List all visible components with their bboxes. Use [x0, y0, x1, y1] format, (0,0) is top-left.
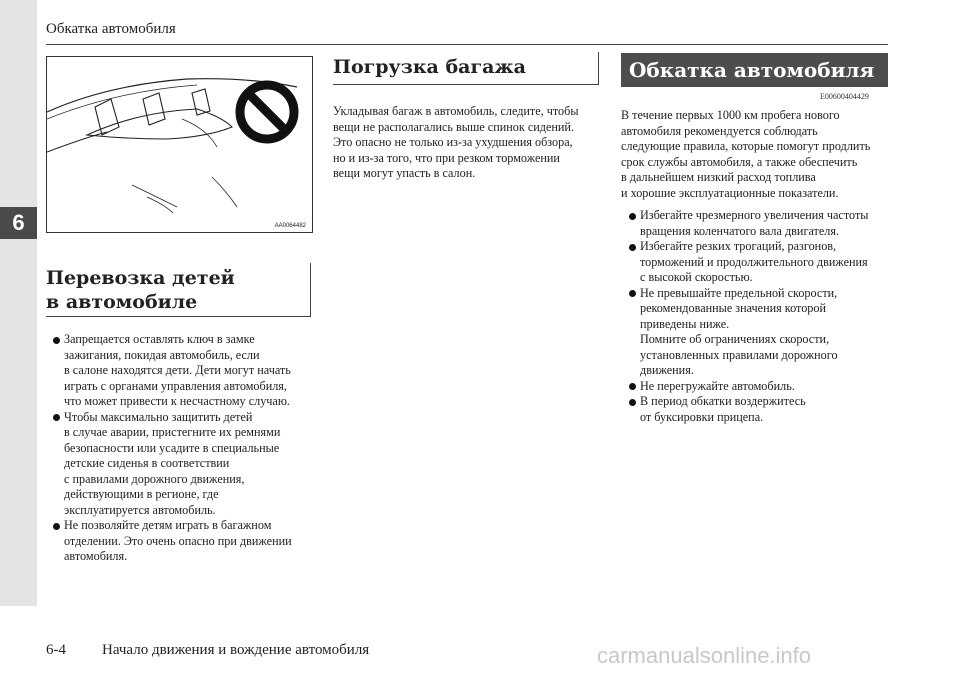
breakin-intro: В течение первых 1000 км пробега нового автомобиля рекомендуется соблюдать следующие правила, которые помогут продлить срок службы автомобиля, а также обеспечить в дальнейшем низкий расход топлива и хорошие эксплуатационные показатели.: [621, 108, 871, 200]
section-rule-end: [310, 263, 311, 316]
breakin-bullet-list: [627, 208, 892, 425]
section-rule: [46, 316, 311, 317]
list-item: Избегайте чрезмерного увеличения частоты вращения коленчатого вала двигателя.: [627, 208, 892, 239]
page-number: 6-4: [46, 642, 66, 658]
list-item: Избегайте резких трогаций, разгонов, торможений и продолжительного движения с высокой скоростью.: [627, 239, 892, 286]
chapter-title: Начало движения и вождение автомобиля: [102, 642, 370, 658]
chapter-tab: 6: [0, 207, 37, 239]
list-item: Запрещается оставлять ключ в замке зажигания, покидая автомобиль, если в салоне находятся дети. Дети могут начать играть с органами управления автомобиля, что может привести к несчастному случаю.: [51, 332, 313, 410]
header-rule: [46, 44, 888, 45]
section-title-breakin: Обкатка автомобиля: [621, 53, 888, 87]
list-item: Чтобы максимально защитить детей в случае аварии, пристегните их ремнями безопасности или усадите в специальные детские сиденья в соответствии с правилами дорожного движения, действующими в регионе, где эксплуатируется автомобиль.: [51, 410, 313, 519]
watermark: carmanualsonline.info: [597, 643, 812, 668]
list-item: В период обкатки воздержитесь от буксировки прицепа.: [627, 394, 892, 425]
prohibition-icon: [234, 79, 300, 145]
section-rule: [333, 84, 599, 85]
image-code: AA0064482: [274, 223, 306, 229]
children-bullet-list: [51, 332, 313, 565]
running-head: Обкатка автомобиля: [46, 21, 176, 37]
side-strip: [0, 0, 37, 606]
illustration: [46, 56, 313, 233]
section-title-luggage: Погрузка багажа: [333, 56, 526, 78]
list-item: Не позволяйте детям играть в багажном отделении. Это очень опасно при движении автомобиля.: [51, 518, 313, 565]
list-item: Не превышайте предельной скорости, рекомендованные значения которой приведены ниже. Помните об ограничениях скорости, установленных правилами дорожного движения.: [627, 286, 892, 379]
document-code: E00600404429: [820, 92, 869, 101]
list-item: Не перегружайте автомобиль.: [627, 379, 892, 395]
luggage-paragraph: Укладывая багаж в автомобиль, следите, чтобы вещи не располагались выше спинок сидений. Это опасно не только из-за ухудшения обзора, но и из-за того, что при резком торможении вещи могут упасть в салон.: [333, 104, 579, 180]
section-title-children: Перевозка детей в автомобиле: [46, 267, 235, 313]
section-rule-end: [598, 52, 599, 84]
